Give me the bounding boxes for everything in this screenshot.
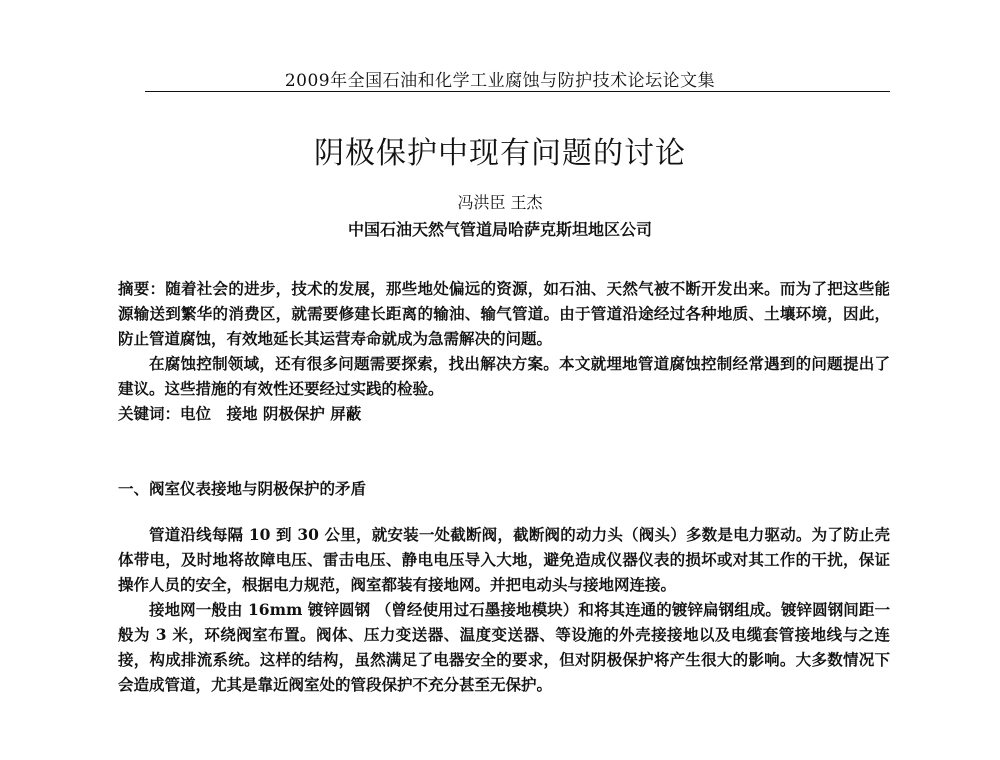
abstract-paragraph-2: 在腐蚀控制领域，还有很多问题需要探索，找出解决方案。本文就埋地管道腐蚀控制经常遇到的问题提出了建议。这些措施的有效性还要经过实践的检验。 [118,354,890,398]
paper-title: 阴极保护中现有问题的讨论 [314,136,686,171]
header-rule [145,91,890,92]
abstract-text-1: 随着社会的进步，技术的发展，那些地处偏远的资源，如石油、天然气被不断开发出来。而为了把这些能源输送到繁华的消费区，就需要修建长距离的输油、输气管道。由于管道沿途经过各种地质、土壤环境，因此，防止管道腐蚀，有效地延长其运营寿命就成为急需解决的问题。 [118,279,890,348]
running-header: 2009年全国石油和化学工业腐蚀与防护技术论坛论文集 [284,71,716,91]
keywords-line [118,401,890,426]
abstract-block [118,276,890,426]
paper-affiliation: 中国石油天然气管道局哈萨克斯坦地区公司 [347,220,652,239]
section-1-paragraph-1: 管道沿线每隔 10 到 30 公里，就安装一处截断阀，截断阀的动力头（阀头）多数是电力驱动。为了防止壳体带电，及时地将故障电压、雷击电压、静电电压导入大地，避免造成仪器仪表的损坏或对其工作的干扰，保证操作人员的安全，根据电力规范，阀室都装有接地网。并把电动头与接地网连接。 [118,525,890,594]
abstract-label: 摘要： [118,279,166,298]
section-1-body [118,522,890,697]
section-1-paragraph-2: 接地网一般由 16mm 镀锌圆钢 （曾经使用过石墨接地模块）和将其连通的镀锌扁钢组成。镀锌圆钢间距一般为 3 米，环绕阀室布置。阀体、压力变送器、温度变送器、等设施的外壳接接地以及电缆套管接地线与之连接，构成排流系统。这样的结构，虽然满足了电器安全的要求，但对阴极保护将产生很大的影响。大多数情况下会造成管道，尤其是靠近阀室处的管段保护不充分甚至无保护。 [118,600,890,694]
keywords-text: 电位 接地 阴极保护 屏蔽 [180,404,362,423]
keywords-label: 关键词： [118,404,181,423]
section-1-heading: 一、阀室仪表接地与阴极保护的矛盾 [118,479,367,498]
paper-authors: 冯洪臣 王杰 [457,193,543,212]
abstract-paragraph-1 [118,276,890,351]
